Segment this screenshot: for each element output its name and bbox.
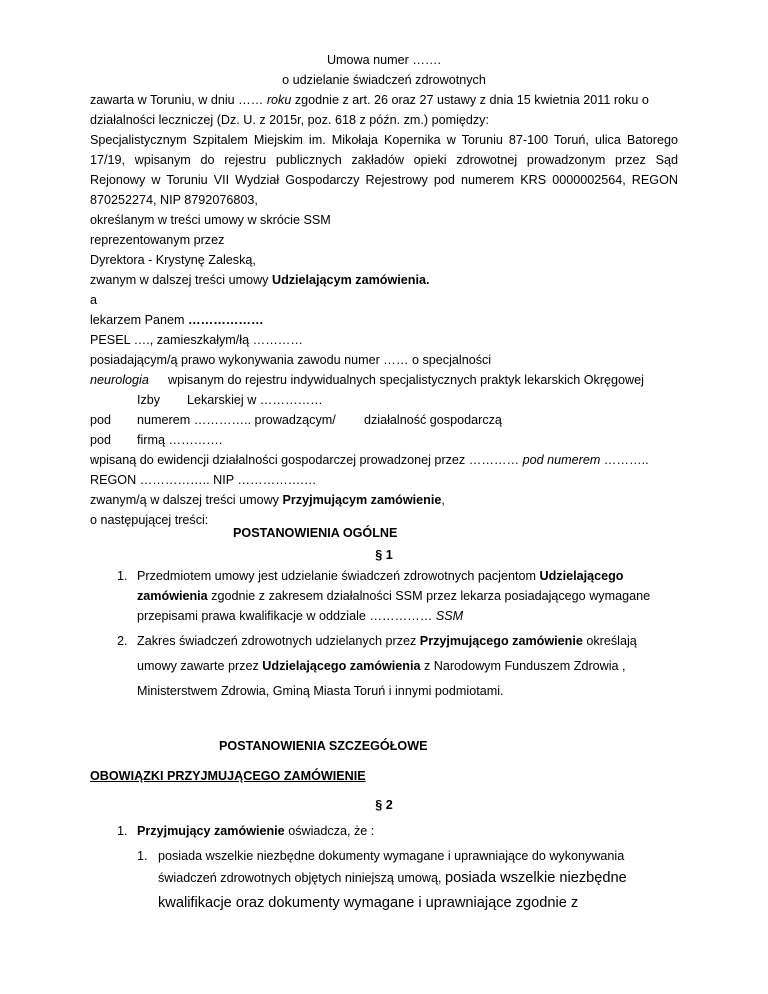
obligations-heading: OBOWIĄZKI PRZYJMUJĄCEGO ZAMÓWIENIE: [90, 769, 366, 783]
section-detailed-heading: POSTANOWIENIA SZCZEGÓŁOWE: [219, 739, 428, 753]
ssm-line: określanym w treści umowy w skrócie SSM: [90, 213, 331, 227]
pod-label-1: pod: [90, 413, 112, 427]
pod-label-2: pod: [90, 433, 112, 447]
item-1-line-2: zamówienia zgodnie z zakresem działalności SSM przez lekarza posiadającego wymagane: [137, 589, 651, 603]
and-line: a: [90, 293, 98, 307]
business-registry-line: wpisaną do ewidencji działalności gospodarczej prowadzonej przez ………… pod numerem ………..: [90, 453, 649, 467]
item-1-line-3: przepisami prawa kwalifikacje w oddziale …………… SSM: [137, 609, 464, 623]
clause-1-1-line-2: świadczeń zdrowotnych objętych niniejszą umową, posiada wszelkie niezbędne: [158, 870, 627, 886]
chamber-city: Lekarskiej w ……………: [187, 393, 323, 407]
clause-1-1-line-1: posiada wszelkie niezbędne dokumenty wymagane i uprawniające do wykonywania: [158, 849, 625, 863]
contract-title: Umowa numer …….: [326, 53, 442, 67]
director-line: Dyrektora - Krystynę Zaleską,: [90, 253, 256, 267]
regon-nip-line: REGON …………….. NIP …………….…: [90, 473, 317, 487]
number-field: numerem ………….. prowadzącym/: [137, 413, 336, 427]
section-general-heading: POSTANOWIENIA OGÓLNE: [233, 526, 398, 540]
chamber-label: Izby: [137, 393, 161, 407]
paragraph-2-heading: § 2: [375, 798, 393, 812]
following-content-line: o następującej treści:: [90, 513, 209, 527]
clause-1-text: Przyjmujący zamówienie oświadcza, że :: [137, 824, 375, 838]
contractor-line: zwanym/ą w dalszej treści umowy Przyjmującym zamówienie,: [90, 493, 445, 507]
hospital-line-3: Rejonowy w Toruniu VII Wydział Gospodarczy Rejestrowy pod numerem KRS 0000002564, REGON: [90, 173, 678, 187]
registry-line: wpisanym do rejestru indywidualnych specjalistycznych praktyk lekarskich Okręgowej: [168, 373, 644, 387]
called-line: zwanym w dalszej treści umowy Udzielającym zamówienia.: [90, 273, 430, 287]
item-2-number: 2.: [117, 634, 128, 648]
hospital-line-4: 870252274, NIP 8792076803,: [90, 193, 258, 207]
clause-1-number: 1.: [117, 824, 128, 838]
represented-line: reprezentowanym przez: [90, 233, 225, 247]
specialty-label: neurologia: [90, 373, 149, 387]
item-2-line-1: Zakres świadczeń zdrowotnych udzielanych przez Przyjmującego zamówienie określają: [137, 634, 637, 648]
doctor-line: lekarzem Panem ………………: [90, 313, 264, 327]
item-2-line-2: umowy zawarte przez Udzielającego zamówienia z Narodowym Funduszem Zdrowia ,: [137, 659, 626, 673]
item-1-number: 1.: [117, 569, 128, 583]
clause-1-1-number: 1.: [137, 849, 148, 863]
pesel-line: PESEL …., zamieszkałym/łą …………: [90, 333, 303, 347]
paragraph-1-heading: § 1: [375, 548, 393, 562]
hospital-line-1: Specjalistycznym Szpitalem Miejskim im. Mikołaja Kopernika w Toruniu 87-100 Toruń, ulica Batorego: [90, 133, 678, 147]
item-2-line-3: Ministerstwem Zdrowia, Gminą Miasta Toruń i innymi podmiotami.: [137, 684, 504, 698]
license-line: posiadającym/ą prawo wykonywania zawodu numer …… o specjalności: [90, 353, 492, 367]
contract-subtitle: o udzielanie świadczeń zdrowotnych: [282, 73, 486, 87]
intro-line-1: zawarta w Toruniu, w dniu …… roku zgodnie z art. 26 oraz 27 ustawy z dnia 15 kwietnia 2011 roku o: [90, 93, 649, 107]
intro-line-2: działalności leczniczej (Dz. U. z 2015r, poz. 618 z późn. zm.) pomiędzy:: [90, 113, 489, 127]
item-1-line-1: Przedmiotem umowy jest udzielanie świadczeń zdrowotnych pacjentom Udzielającego: [137, 569, 624, 583]
company-field: firmą ………….: [137, 433, 223, 447]
clause-1-1-line-3: kwalifikacje oraz dokumenty wymagane i uprawniające zgodnie z: [158, 895, 579, 911]
hospital-line-2: 17/19, wpisanym do rejestru publicznych zakładów opieki zdrowotnej prowadzonym przez Sąd: [90, 153, 678, 167]
business-activity: działalność gospodarczą: [364, 413, 502, 427]
